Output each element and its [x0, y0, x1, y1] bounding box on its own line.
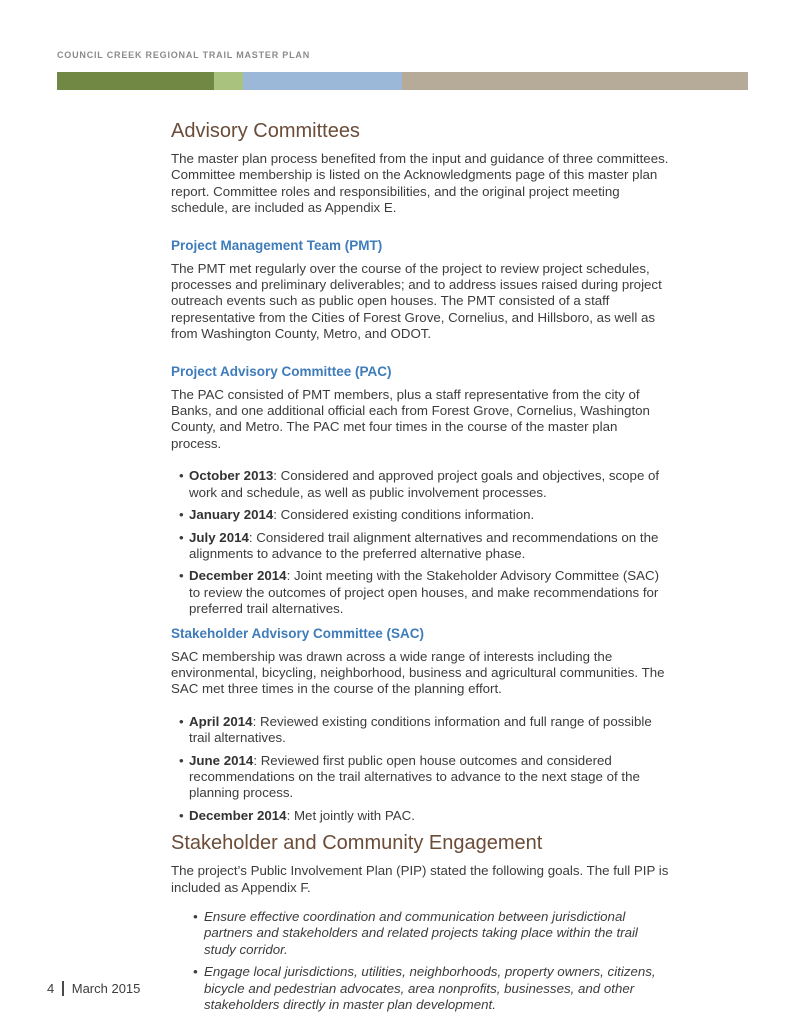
page-footer — [47, 981, 140, 996]
bar-segment-tan — [402, 72, 748, 90]
section-intro-paragraph: The master plan process benefited from the input and guidance of three committees. Committee membership is listed on the Acknowledgments page of this master plan report. Committee roles and responsibilities, and the original project meeting schedule, are included as Appendix E. — [171, 151, 669, 216]
subsection-pmt — [171, 238, 671, 343]
bar-segment-dark-green — [57, 72, 214, 90]
section-heading: Advisory Committees — [171, 120, 360, 142]
subsection-heading: Stakeholder Advisory Committee (SAC) — [171, 625, 425, 641]
meeting-date: June 2014 — [189, 752, 254, 768]
subsection-sac — [171, 626, 671, 825]
bar-segment-blue — [243, 72, 402, 90]
meeting-date: October 2013 — [189, 468, 274, 484]
meeting-date: December 2014 — [189, 807, 287, 823]
document-header-title: COUNCIL CREEK REGIONAL TRAIL MASTER PLAN — [57, 50, 311, 60]
section-engagement — [171, 832, 671, 1013]
bar-segment-light-green — [214, 72, 243, 90]
list-item: • December 2014: Joint meeting with the Stakeholder Advisory Committee (SAC) to review the outcomes of project open houses, and make recommendations for preferred trail alternatives. — [189, 568, 671, 617]
subsection-paragraph: The PAC consisted of PMT members, plus a staff representative from the city of Banks, and one additional official each from Forest Grove, Cornelius, Washington County, and Metro. The PAC met four times in the course of the master plan process. — [171, 386, 650, 451]
page-content — [171, 120, 671, 1021]
subsection-paragraph: The PMT met regularly over the course of the project to review project schedules, processes and preliminary deliverables; and to address issues raised during project outreach events such as public open houses. The PMT consisted of a staff representative from the Cities of Forest Grove, Cornelius, and Hillsboro, as well as from Washington County, Metro, and ODOT. — [171, 260, 662, 342]
list-item: • December 2014: Met jointly with PAC. — [189, 808, 671, 824]
decorative-color-bar — [57, 72, 748, 90]
pac-meeting-list — [171, 468, 671, 617]
pip-goals-list — [171, 909, 671, 1013]
list-item: • April 2014: Reviewed existing conditions information and full range of possible trail alternatives. — [189, 714, 671, 747]
list-item: • January 2014: Considered existing conditions information. — [189, 507, 671, 523]
sac-meeting-list — [171, 714, 671, 824]
footer-separator — [62, 981, 64, 996]
list-item: • October 2013: Considered and approved project goals and objectives, scope of work and schedule, as well as public involvement processes. — [189, 468, 671, 501]
section-heading: Stakeholder and Community Engagement — [171, 832, 543, 855]
subsection-heading: Project Management Team (PMT) — [171, 237, 383, 253]
subsection-pac — [171, 364, 671, 618]
list-item: • Engage local jurisdictions, utilities, neighborhoods, property owners, citizens, bicycle and pedestrian advocates, area nonprofits, businesses, and other stakeholders directly in master plan development. — [204, 964, 671, 1013]
page-number: 4 — [47, 981, 55, 996]
list-item: • July 2014: Considered trail alignment alternatives and recommendations on the alignments to advance to the preferred alternative phase. — [189, 530, 671, 563]
subsection-paragraph: SAC membership was drawn across a wide range of interests including the environmental, bicycling, neighborhood, business and agricultural communities. The SAC met three times in the course of the planning effort. — [171, 648, 665, 697]
meeting-date: December 2014 — [189, 568, 287, 584]
meeting-date: April 2014 — [189, 713, 253, 729]
subsection-heading: Project Advisory Committee (PAC) — [171, 363, 392, 379]
list-item: • June 2014: Reviewed first public open house outcomes and considered recommendations on the trail alternatives to advance to the next stage of the planning process. — [189, 753, 671, 802]
section-intro-paragraph: The project’s Public Involvement Plan (PIP) stated the following goals. The full PIP is included as Appendix F. — [171, 863, 669, 895]
list-item: • Ensure effective coordination and communication between jurisdictional partners and stakeholders and related projects taking place within the trail study corridor. — [204, 909, 671, 958]
footer-date: March 2015 — [71, 981, 141, 996]
meeting-date: January 2014 — [189, 507, 274, 523]
meeting-date: July 2014 — [189, 529, 249, 545]
section-advisory-committees — [171, 120, 671, 217]
